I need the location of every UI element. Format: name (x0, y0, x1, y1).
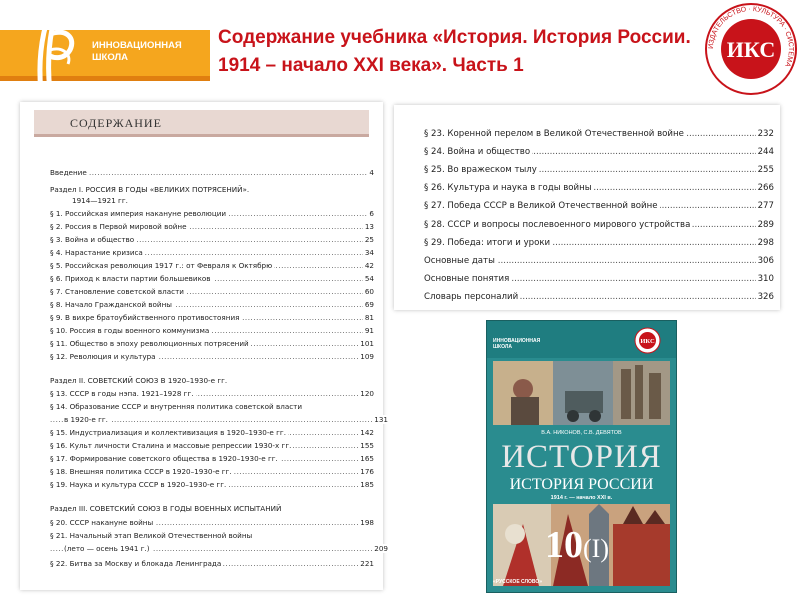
title-line-1: Содержание учебника «История. История России. (218, 27, 691, 48)
toc-entry-title: Словарь персоналий (424, 291, 519, 302)
cover-publisher: «РУССКОЕ СЛОВО» (493, 579, 543, 585)
toc-entry-page: 34 (364, 248, 374, 257)
logo-text (92, 40, 208, 64)
toc-entry-page: 176 (360, 467, 374, 476)
part-number: (I) (583, 534, 609, 563)
toc-entry-title: § 29. Победа: итоги и уроки (424, 237, 551, 248)
book-cover (486, 320, 677, 593)
toc-entry-title: § 15. Индустриализация и коллективизация в 1920–1930-е гг. (50, 428, 286, 437)
toc-entry (50, 454, 374, 463)
toc-entry (424, 183, 774, 194)
toc-entry (424, 147, 774, 158)
toc-entry-title: Основные даты (424, 255, 495, 266)
toc-entry (50, 196, 396, 205)
toc-entry-title: Раздел I. РОССИЯ В ГОДЫ «ВЕЛИКИХ ПОТРЯСЕНИЙ». (50, 185, 250, 194)
toc-entry-title: § 12. Революция и культура (50, 352, 156, 361)
toc-entry (424, 165, 774, 176)
toc-entry-title: § 6. Приход к власти партии большевиков (50, 274, 211, 283)
toc-entry (50, 544, 388, 553)
toc-entry-title: § 4. Нарастание кризиса (50, 248, 143, 257)
toc-entry (50, 261, 374, 270)
toc-entry (424, 256, 774, 267)
grade-number: 10 (545, 524, 583, 566)
toc-entry (50, 441, 374, 450)
toc-entry-title: § 20. СССР накануне войны (50, 518, 154, 527)
toc-entry-page: 232 (757, 129, 774, 139)
toc-entry-title: Введение (50, 168, 87, 177)
toc-entry (50, 352, 374, 361)
logo-line-2: ШКОЛА (92, 52, 129, 63)
toc-entry-page: 60 (364, 287, 374, 296)
cover-top-illustration (493, 361, 670, 425)
toc-entry (424, 201, 774, 212)
toc-entry-title: § 13. СССР в годы нэпа. 1921–1928 гг. (50, 389, 194, 398)
toc-entry-title: § 23. Коренной перелом в Великой Отечественной войне (424, 129, 684, 139)
toc-entry-page: 277 (757, 201, 774, 212)
toc-entry (50, 518, 374, 527)
toc-entry-page: 244 (757, 147, 774, 158)
toc-heading: СОДЕРЖАНИЕ (70, 116, 162, 130)
toc-entry-title: § 21. Начальный этап Великой Отечественной войны (50, 531, 253, 540)
toc-entry (50, 300, 374, 309)
toc-entry-title: в 1920-е гг. (64, 415, 108, 424)
toc-entry (50, 480, 374, 489)
toc-entry (50, 402, 374, 411)
toc-entry-title: § 24. Война и общество (424, 147, 531, 158)
cover-school-line-1: ИННОВАЦИОННАЯ (493, 338, 541, 344)
toc-entry (50, 415, 388, 424)
toc-entry (50, 185, 374, 194)
toc-entry-page: 306 (757, 255, 774, 266)
toc-entry-title: § 8. Начало Гражданской войны (50, 300, 172, 309)
toc-entry-page: 255 (757, 165, 774, 176)
toc-entry (424, 292, 774, 303)
toc-entry-page: 109 (360, 352, 374, 361)
toc-entry-title: § 1. Российская империя накануне революции (50, 209, 227, 218)
toc-entry (50, 287, 374, 296)
toc-entry (424, 220, 774, 231)
toc-entry (50, 326, 374, 335)
toc-entry (50, 313, 374, 322)
toc-entry-title: § 19. Наука и культура СССР в 1920–1930-е гг. (50, 480, 227, 489)
toc-entry (424, 129, 774, 140)
toc-entry-page: 266 (757, 183, 774, 194)
toc-entry-page: 101 (360, 339, 374, 348)
toc-entry-page: 25 (364, 235, 374, 244)
title-line-2: 1914 – начало XXI века». Часть 1 (218, 55, 524, 76)
toc-entry-title: 1914—1921 гг. (72, 196, 128, 205)
cover-school-label (493, 338, 540, 350)
toc-page-left (20, 102, 388, 590)
cover-school-line-2: ШКОЛА (493, 344, 512, 350)
toc-entry (424, 274, 774, 285)
toc-entry (50, 467, 374, 476)
toc-entry (50, 559, 374, 568)
toc-entry-page: 91 (364, 326, 374, 335)
toc-entry (50, 248, 374, 257)
toc-entry-page: 155 (360, 441, 374, 450)
toc-entry (50, 209, 374, 218)
toc-entry-page: 54 (364, 274, 374, 283)
toc-entry (50, 235, 374, 244)
toc-entry-title: § 3. Война и общество (50, 235, 135, 244)
school-logo-icon (28, 16, 88, 102)
toc-entry-page: 142 (360, 428, 374, 437)
toc-entry-title: § 17. Формирование советского общества в 1920–1930-е гг. (50, 454, 278, 463)
toc-entry (424, 238, 774, 249)
toc-entry-title: § 18. Внешняя политика СССР в 1920–1930-е гг. (50, 467, 232, 476)
toc-entry (50, 168, 374, 177)
toc-entry-title: Основные понятия (424, 273, 510, 284)
toc-entry-title: § 27. Победа СССР в Великой Отечественной войне (424, 201, 658, 212)
toc-entry-title: § 16. Культ личности Сталина и массовые репрессии 1930-х гг. (50, 441, 292, 450)
cover-title: ИСТОРИЯ (501, 439, 662, 475)
toc-entry (50, 504, 374, 513)
toc-entry (50, 339, 374, 348)
toc-entry-title: Раздел II. СОВЕТСКИЙ СОЮЗ В 1920–1930-е гг. (50, 376, 228, 385)
publisher-seal-icon (704, 2, 798, 96)
toc-entry-page: 209 (374, 544, 388, 553)
toc-entry-title: § 5. Российская революция 1917 г.: от Февраля к Октябрю (50, 261, 273, 270)
toc-entry-page: 165 (360, 454, 374, 463)
toc-entry (50, 222, 374, 231)
toc-entry-title: § 2. Россия в Первой мировой войне (50, 222, 187, 231)
toc-entry-page: 326 (757, 291, 774, 302)
toc-entry-page: 120 (360, 389, 374, 398)
cover-grade (545, 523, 609, 567)
toc-entry (50, 274, 374, 283)
seal-ring-textpath: ИЗДАТЕЛЬСТВО · КУЛЬТУРА · СИСТЕМА (707, 5, 794, 68)
toc-entry-page: 298 (757, 237, 774, 248)
cover-years: 1914 г. — начало XXI в. (550, 495, 613, 501)
page-title (218, 24, 708, 80)
toc-entry-title: § 14. Образование СССР и внутренняя политика советской власти (50, 402, 303, 411)
toc-entry (50, 531, 374, 540)
logo-line-1: ИННОВАЦИОННАЯ (92, 40, 182, 51)
toc-entry-title: § 26. Культура и наука в годы войны (424, 183, 592, 194)
toc-entry-page: 310 (757, 273, 774, 284)
toc-entry (50, 389, 374, 398)
cover-seal-text: ИКС (640, 338, 655, 345)
toc-entry-page: 81 (364, 313, 374, 322)
toc-entry-page: 131 (374, 415, 388, 424)
toc-entry-page: 185 (360, 480, 374, 489)
toc-entry-page: 198 (360, 518, 374, 527)
toc-entry-page: 42 (364, 261, 374, 270)
toc-entry-title: § 10. Россия в годы военного коммунизма (50, 326, 210, 335)
toc-entry-title: § 9. В вихре братоубийственного противостояния (50, 313, 240, 322)
toc-entry (50, 428, 374, 437)
toc-entry-title: § 11. Общество в эпоху революционных потрясений (50, 339, 249, 348)
cover-seal-icon (634, 327, 661, 354)
toc-entry-page: 289 (757, 219, 774, 230)
toc-entry-title: § 7. Становление советской власти (50, 287, 184, 296)
cover-authors: В.А. НИКОНОВ, С.В. ДЕВЯТОВ (541, 430, 622, 436)
toc-entry-title: § 22. Битва за Москву и блокада Ленинграда (50, 559, 222, 568)
toc-entry-title: Раздел III. СОВЕТСКИЙ СОЮЗ В ГОДЫ ВОЕННЫХ ИСПЫТАНИЙ (50, 504, 282, 513)
seal-text: ИКС (726, 37, 776, 62)
toc-entry-page: 6 (369, 209, 374, 218)
toc-entry-title: (лето — осень 1941 г.) (64, 544, 150, 553)
toc-entry-page: 69 (364, 300, 374, 309)
toc-entry-title: § 28. СССР и вопросы послевоенного мирового устройства (424, 219, 691, 230)
toc-entry-page: 13 (364, 222, 374, 231)
toc-entry-page: 4 (369, 168, 374, 177)
toc-entry (50, 376, 374, 385)
toc-entry-title: § 25. Во вражеском тылу (424, 165, 537, 176)
toc-page-right (394, 105, 780, 310)
cover-subtitle: ИСТОРИЯ РОССИИ (509, 476, 654, 493)
toc-entry-page: 221 (360, 559, 374, 568)
